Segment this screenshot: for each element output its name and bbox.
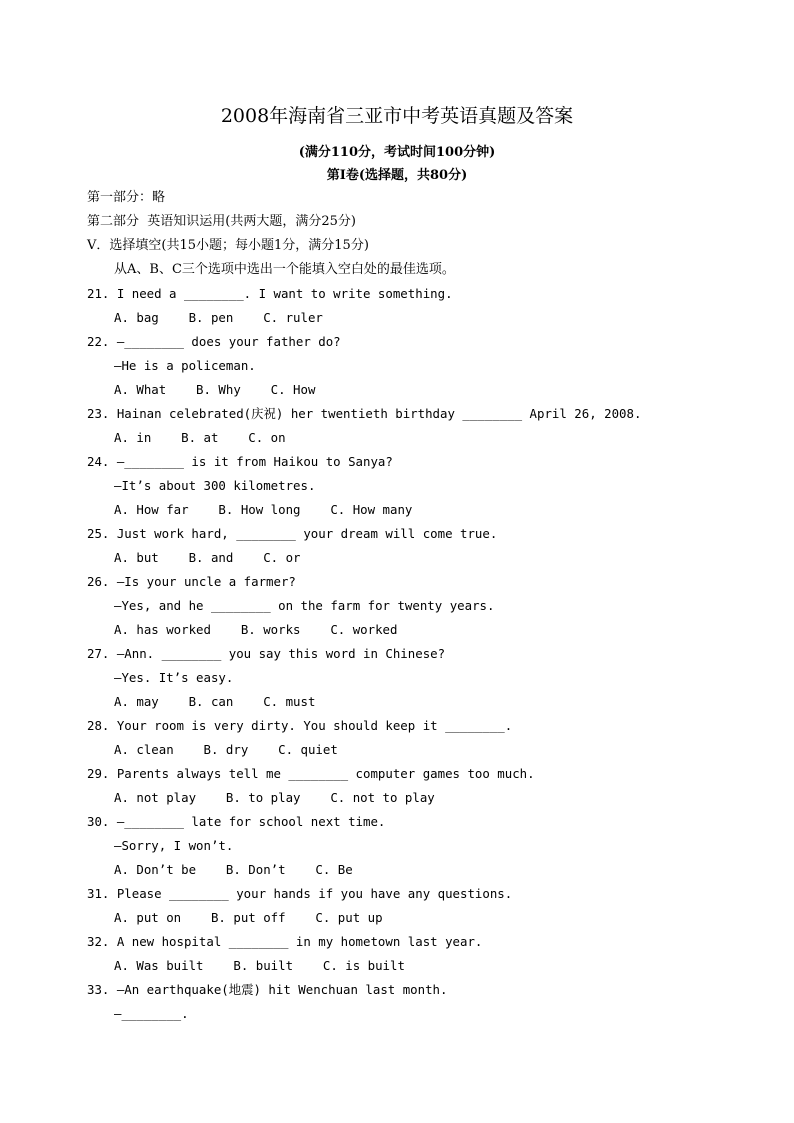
answer-options: A. in B. at C. on bbox=[114, 430, 286, 445]
question-stem: 24. —________ is it from Haikou to Sanya? bbox=[87, 454, 393, 469]
part1-heading: 第一部分：略 bbox=[87, 190, 166, 205]
question-stem: 31. Please ________ your hands if you have any questions. bbox=[87, 886, 513, 901]
page-title: 2008年海南省三亚市中考英语真题及答案 bbox=[220, 105, 574, 127]
question-stem: 22. —________ does your father do? bbox=[87, 334, 341, 349]
question-stem: 23. Hainan celebrated(庆祝) her twentieth birthday ________ April 26, 2008. bbox=[87, 406, 642, 421]
answer-options: A. What B. Why C. How bbox=[114, 382, 316, 397]
answer-options: A. How far B. How long C. How many bbox=[114, 502, 413, 517]
question-stem: 33. —An earthquake(地震) hit Wenchuan last month. bbox=[87, 982, 448, 997]
answer-options: A. Was built B. built C. is built bbox=[114, 958, 405, 973]
dialogue-line: —Yes. It’s easy. bbox=[114, 670, 234, 685]
answer-options: A. Don’t be B. Don’t C. Be bbox=[114, 862, 353, 877]
question-stem: 28. Your room is very dirty. You should keep it ________. bbox=[87, 718, 513, 733]
answer-options: A. not play B. to play C. not to play bbox=[114, 790, 435, 805]
answer-options: A. may B. can C. must bbox=[114, 694, 316, 709]
volume-heading: 第I卷(选择题，共80分) bbox=[326, 168, 468, 183]
section-heading: Ⅴ．选择填空(共15小题；每小题1分，满分15分) bbox=[87, 238, 369, 253]
answer-options: A. but B. and C. or bbox=[114, 550, 301, 565]
dialogue-line: —Yes, and he ________ on the farm for twenty years. bbox=[114, 598, 495, 613]
dialogue-line: —He is a policeman. bbox=[114, 358, 256, 373]
dialogue-line: —________. bbox=[114, 1006, 189, 1021]
answer-options: A. clean B. dry C. quiet bbox=[114, 742, 338, 757]
question-stem: 29. Parents always tell me ________ computer games too much. bbox=[87, 766, 535, 781]
dialogue-line: —It’s about 300 kilometres. bbox=[114, 478, 316, 493]
question-stem: 25. Just work hard, ________ your dream will come true. bbox=[87, 526, 498, 541]
answer-options: A. has worked B. works C. worked bbox=[114, 622, 398, 637]
question-stem: 27. —Ann. ________ you say this word in Chinese? bbox=[87, 646, 446, 661]
question-stem: 26. —Is your uncle a farmer? bbox=[87, 574, 296, 589]
exam-subtitle: (满分110分，考试时间100分钟) bbox=[298, 145, 496, 160]
question-stem: 32. A new hospital ________ in my hometown last year. bbox=[87, 934, 483, 949]
question-stem: 21. I need a ________. I want to write something. bbox=[87, 286, 453, 301]
part2-heading: 第二部分 英语知识运用(共两大题，满分25分) bbox=[87, 214, 356, 229]
answer-options: A. put on B. put off C. put up bbox=[114, 910, 383, 925]
instruction-text: 从A、B、C三个选项中选出一个能填入空白处的最佳选项。 bbox=[114, 262, 455, 277]
dialogue-line: —Sorry, I won’t. bbox=[114, 838, 234, 853]
answer-options: A. bag B. pen C. ruler bbox=[114, 310, 323, 325]
question-stem: 30. —________ late for school next time. bbox=[87, 814, 386, 829]
